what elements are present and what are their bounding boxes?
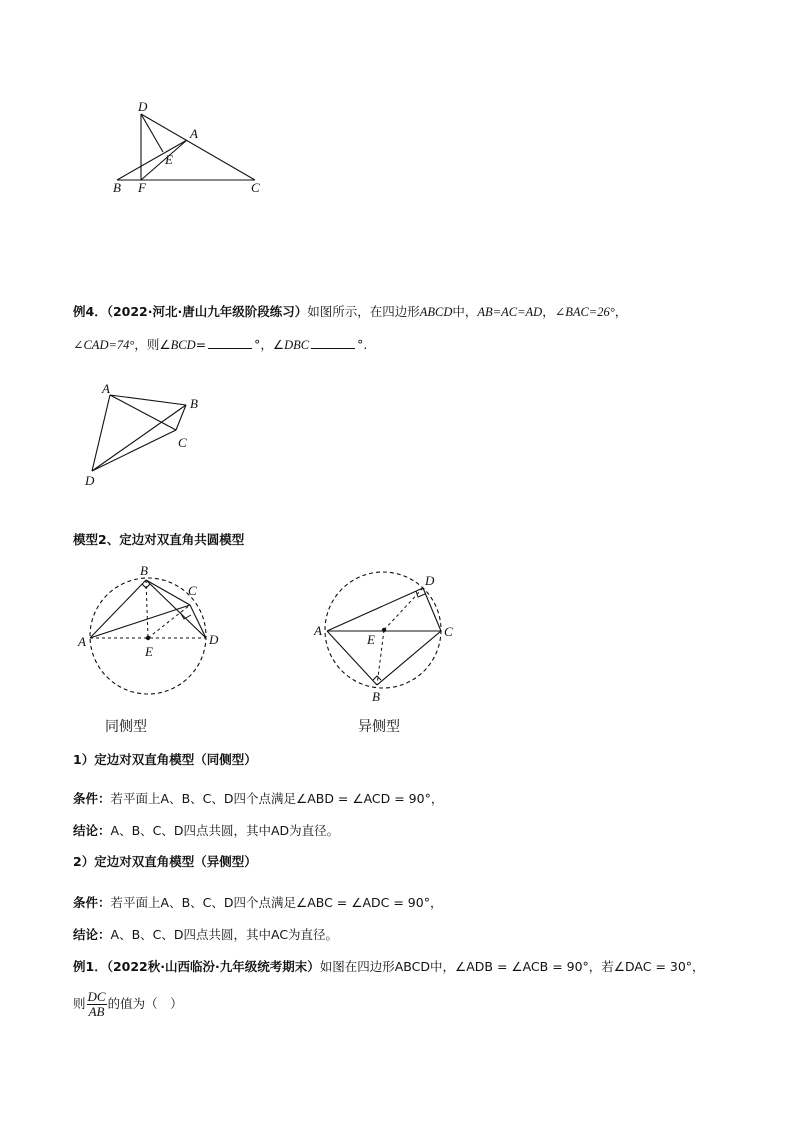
example4-text1: 如图所示，在四边形 — [307, 304, 420, 319]
example4-sep1: ， — [542, 304, 555, 319]
example4-cond3: ∠CAD=74° — [73, 338, 135, 352]
example4-sep2: ， — [614, 304, 628, 319]
figure-different-side-circle — [305, 560, 475, 705]
example4-prefix: 例4．（2022·河北·唐山九年级阶段练习） — [73, 304, 308, 319]
label-a: A — [78, 634, 86, 649]
example1-line1 — [73, 958, 705, 976]
label-c: C — [251, 180, 260, 195]
example1-ask-pre: 则 — [73, 996, 86, 1011]
example1-text: 如图在四边形ABCD中，∠ADB = ∠ACB = 90°，若∠DAC = 30°， — [319, 959, 705, 974]
caption-same-side: 同侧型 — [105, 719, 147, 735]
label-e: E — [145, 644, 153, 659]
model2-heading: 模型2、定边对双直角共圆模型 — [73, 532, 245, 547]
caption-different-side: 异侧型 — [358, 719, 400, 735]
part1-concl-text: A、B、C、D四点共圆，其中AD为直径。 — [110, 823, 340, 838]
label-a: A — [102, 381, 110, 396]
part1-cond-text: 若平面上A、B、C、D四个点满足∠ABD = ∠ACD = 90°， — [110, 791, 444, 806]
label-a: A — [314, 623, 322, 638]
fraction-denominator: AB — [88, 1004, 105, 1019]
example4-text2: 中， — [452, 304, 478, 319]
label-f: F — [138, 180, 146, 195]
part1-title: 1）定边对双直角模型（同侧型） — [73, 752, 257, 767]
answer-blank-1[interactable] — [208, 337, 252, 349]
example1-line2 — [73, 988, 183, 1020]
part2-title: 2）定边对双直角模型（异侧型） — [73, 854, 257, 869]
example4-angle1: BCD — [170, 338, 196, 352]
example4-cond1: AB=AC=AD — [477, 305, 543, 319]
part2-conclusion — [73, 926, 338, 944]
label-c: C — [178, 435, 187, 450]
label-a: A — [190, 126, 198, 141]
example4-deg1: °，∠ — [254, 337, 285, 352]
figure-quadrilateral-abcd — [80, 378, 210, 488]
part1-concl-label: 结论： — [73, 823, 111, 838]
example4-cond2: ∠BAC=26° — [554, 305, 615, 319]
label-b: B — [372, 689, 380, 704]
label-d: D — [209, 632, 219, 647]
part1-condition — [73, 790, 443, 808]
label-d: D — [138, 99, 148, 114]
example4-text3: ，则∠ — [134, 337, 171, 352]
label-e: E — [367, 632, 375, 647]
part2-condition — [73, 894, 442, 912]
fraction-numerator: DC — [87, 989, 106, 1004]
part2-cond-label: 条件： — [73, 895, 111, 910]
example4-quad: ABCD — [419, 305, 453, 319]
label-d: D — [425, 573, 435, 588]
label-c: C — [188, 583, 197, 598]
fraction-dc-over-ab — [87, 990, 107, 1019]
part2-cond-text: 若平面上A、B、C、D四个点满足∠ABC = ∠ADC = 90°， — [110, 895, 443, 910]
example4-eq1: = — [195, 337, 207, 352]
example4-line2 — [73, 336, 367, 354]
label-d: D — [85, 473, 95, 488]
label-b: B — [190, 396, 198, 411]
example4-deg2: °. — [357, 337, 368, 352]
example1-ask-post: 的值为（ ） — [107, 996, 183, 1011]
figure-triangle-defc — [105, 96, 275, 196]
label-b: B — [113, 180, 121, 195]
example1-prefix: 例1．（2022秋·山西临汾·九年级统考期末） — [73, 959, 320, 974]
example4-line1 — [73, 303, 627, 321]
part2-concl-text: A、B、C、D四点共圆，其中AC为直径。 — [110, 927, 339, 942]
answer-blank-2[interactable] — [311, 337, 355, 349]
label-b: B — [140, 563, 148, 578]
figure-same-side-circle — [72, 560, 232, 705]
label-c: C — [444, 624, 453, 639]
part1-cond-label: 条件： — [73, 791, 111, 806]
part2-concl-label: 结论： — [73, 927, 111, 942]
part1-conclusion — [73, 822, 339, 840]
example4-angle2: DBC — [284, 338, 310, 352]
label-e: E — [165, 152, 173, 167]
